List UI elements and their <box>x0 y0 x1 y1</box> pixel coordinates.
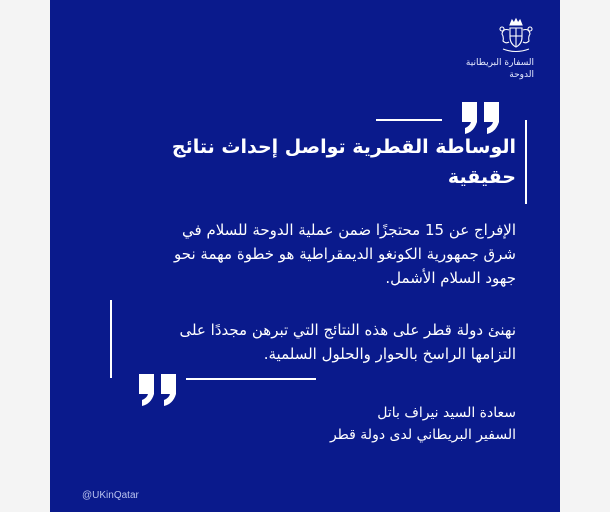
paragraph-1-line-3: جهود السلام الأشمل. <box>385 269 516 287</box>
divider-bottom-horizontal <box>186 378 316 380</box>
body-paragraph-1 <box>96 218 516 290</box>
embassy-name: السفارة البريطانية <box>465 58 534 68</box>
headline-line-1: الوساطة القطرية تواصل إحداث نتائج <box>171 136 516 158</box>
signature-name: سعادة السيد نيراف باتل <box>377 405 516 421</box>
embassy-label <box>404 57 534 81</box>
embassy-city: الدوحة <box>509 70 534 80</box>
paragraph-1-line-1: الإفراج عن 15 محتجزًا ضمن عملية الدوحة للسلام في <box>182 221 516 239</box>
post-card <box>50 0 560 512</box>
headline-line-2: حقيقية <box>447 166 516 188</box>
body-paragraph-2 <box>86 318 516 366</box>
headline <box>116 132 516 192</box>
paragraph-2-line-1: نهنئ دولة قطر على هذه النتائج التي تبرهن مجددًا على <box>179 321 516 339</box>
signature-title: السفير البريطاني لدى دولة قطر <box>329 427 516 443</box>
royal-coat-of-arms-icon <box>494 16 538 54</box>
quote-close-icon <box>136 370 180 406</box>
paragraph-1-line-2: شرق جمهورية الكونغو الديمقراطية هو خطوة مهمة نحو <box>174 245 516 263</box>
divider-top-horizontal <box>376 119 442 121</box>
social-handle: @UKinQatar <box>82 490 139 501</box>
paragraph-2-line-2: التزامها الراسخ بالحوار والحلول السلمية. <box>263 345 516 363</box>
signature <box>216 402 516 446</box>
quote-open-icon <box>460 100 504 136</box>
divider-top-vertical <box>525 120 527 204</box>
